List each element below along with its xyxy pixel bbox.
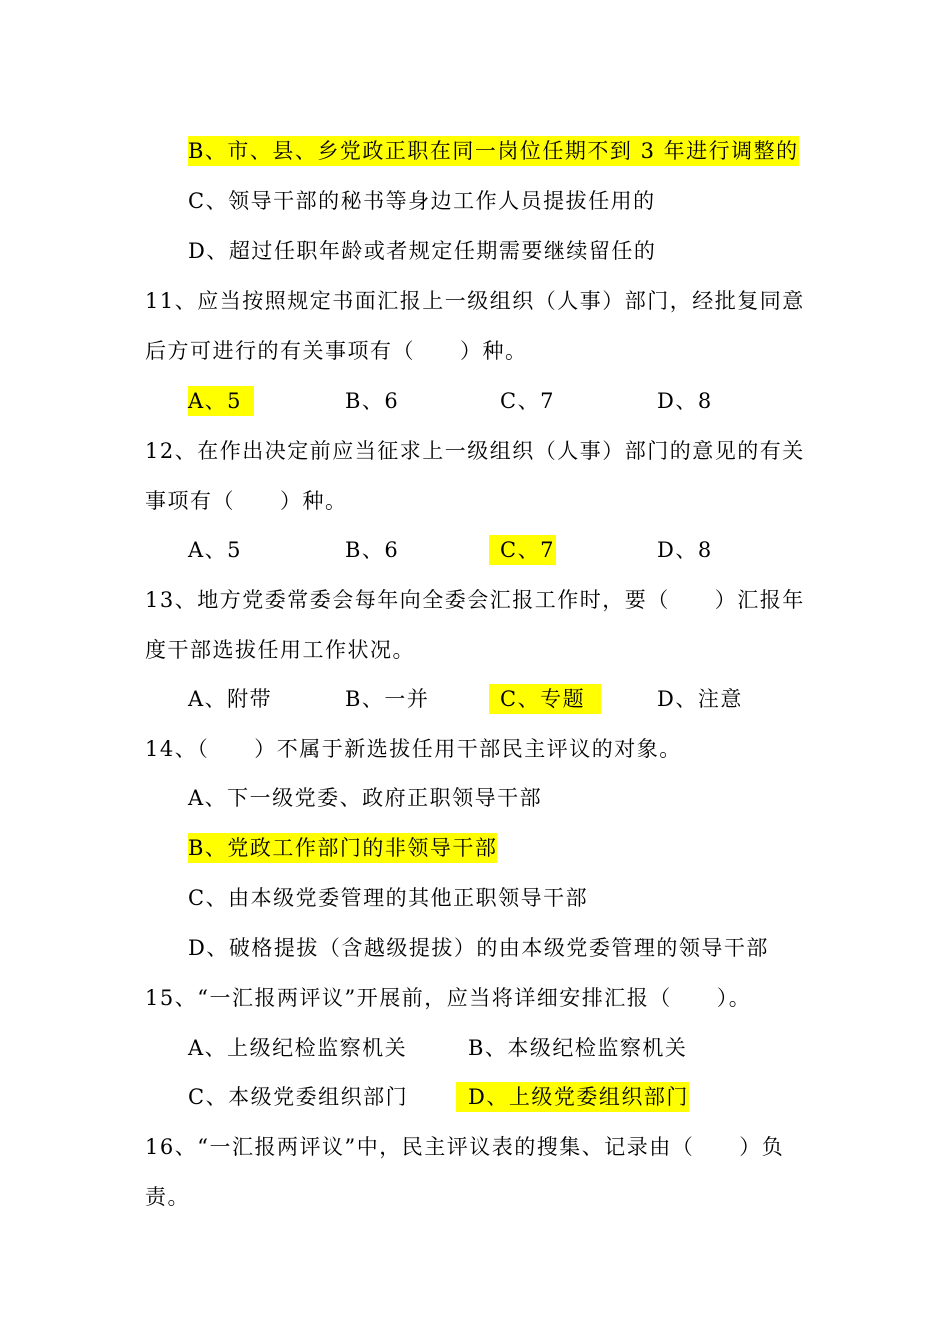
q12-option-a: A、5 (188, 538, 243, 562)
q15-option-d-highlighted: D、上级党委组织部门 (456, 1082, 689, 1112)
q13-option-b: B、一并 (345, 687, 430, 711)
q16-text-line2: 责。 (145, 1185, 190, 1209)
q14-option-a: A、下一级党委、政府正职领导干部 (188, 786, 543, 810)
q10-option-d: D、超过任职年龄或者规定任期需要继续留任的 (188, 239, 657, 263)
q11-option-d: D、8 (657, 389, 713, 413)
q14-option-b-highlighted: B、党政工作部门的非领导干部 (188, 833, 497, 863)
q13-option-c-highlighted: C、专题 (489, 684, 601, 714)
q10-option-c: C、领导干部的秘书等身边工作人员提拔任用的 (188, 189, 656, 213)
q13-text-line1: 13、地方党委常委会每年向全委会汇报工作时，要（ ）汇报年 (145, 588, 805, 612)
q11-text-line1: 11、应当按照规定书面汇报上一级组织（人事）部门，经批复同意 (145, 289, 805, 313)
q14-text: 14、（ ）不属于新选拔任用干部民主评议的对象。 (145, 737, 682, 761)
q12-option-c-highlighted: C、7 (489, 535, 556, 565)
q14-option-d: D、破格提拔（含越级提拔）的由本级党委管理的领导干部 (188, 936, 769, 960)
q11-option-b: B、6 (345, 389, 400, 413)
q13-option-a: A、附带 (188, 687, 273, 711)
q12-text-line2: 事项有（ ）种。 (145, 489, 348, 513)
q11-option-c: C、7 (500, 389, 555, 413)
q12-option-d: D、8 (657, 538, 713, 562)
q16-text-line1: 16、“一汇报两评议”中，民主评议表的搜集、记录由（ ）负 (145, 1135, 785, 1159)
q14-option-c: C、由本级党委管理的其他正职领导干部 (188, 886, 589, 910)
q13-text-line2: 度干部选拔任用工作状况。 (145, 638, 415, 662)
q13-option-d: D、注意 (657, 687, 743, 711)
q15-option-a: A、上级纪检监察机关 (188, 1036, 408, 1060)
q12-text-line1: 12、在作出决定前应当征求上一级组织（人事）部门的意见的有关 (145, 439, 805, 463)
q10-option-b-highlighted: B、市、县、乡党政正职在同一岗位任期不到 3 年进行调整的 (188, 136, 799, 166)
q15-text: 15、“一汇报两评议”开展前，应当将详细安排汇报（ ）。 (145, 986, 752, 1010)
q11-option-a-highlighted: A、5 (188, 386, 254, 416)
q15-option-c: C、本级党委组织部门 (188, 1085, 409, 1109)
q15-option-b: B、本级纪检监察机关 (468, 1036, 688, 1060)
q11-text-line2: 后方可进行的有关事项有（ ）种。 (145, 339, 528, 363)
q12-option-b: B、6 (345, 538, 400, 562)
